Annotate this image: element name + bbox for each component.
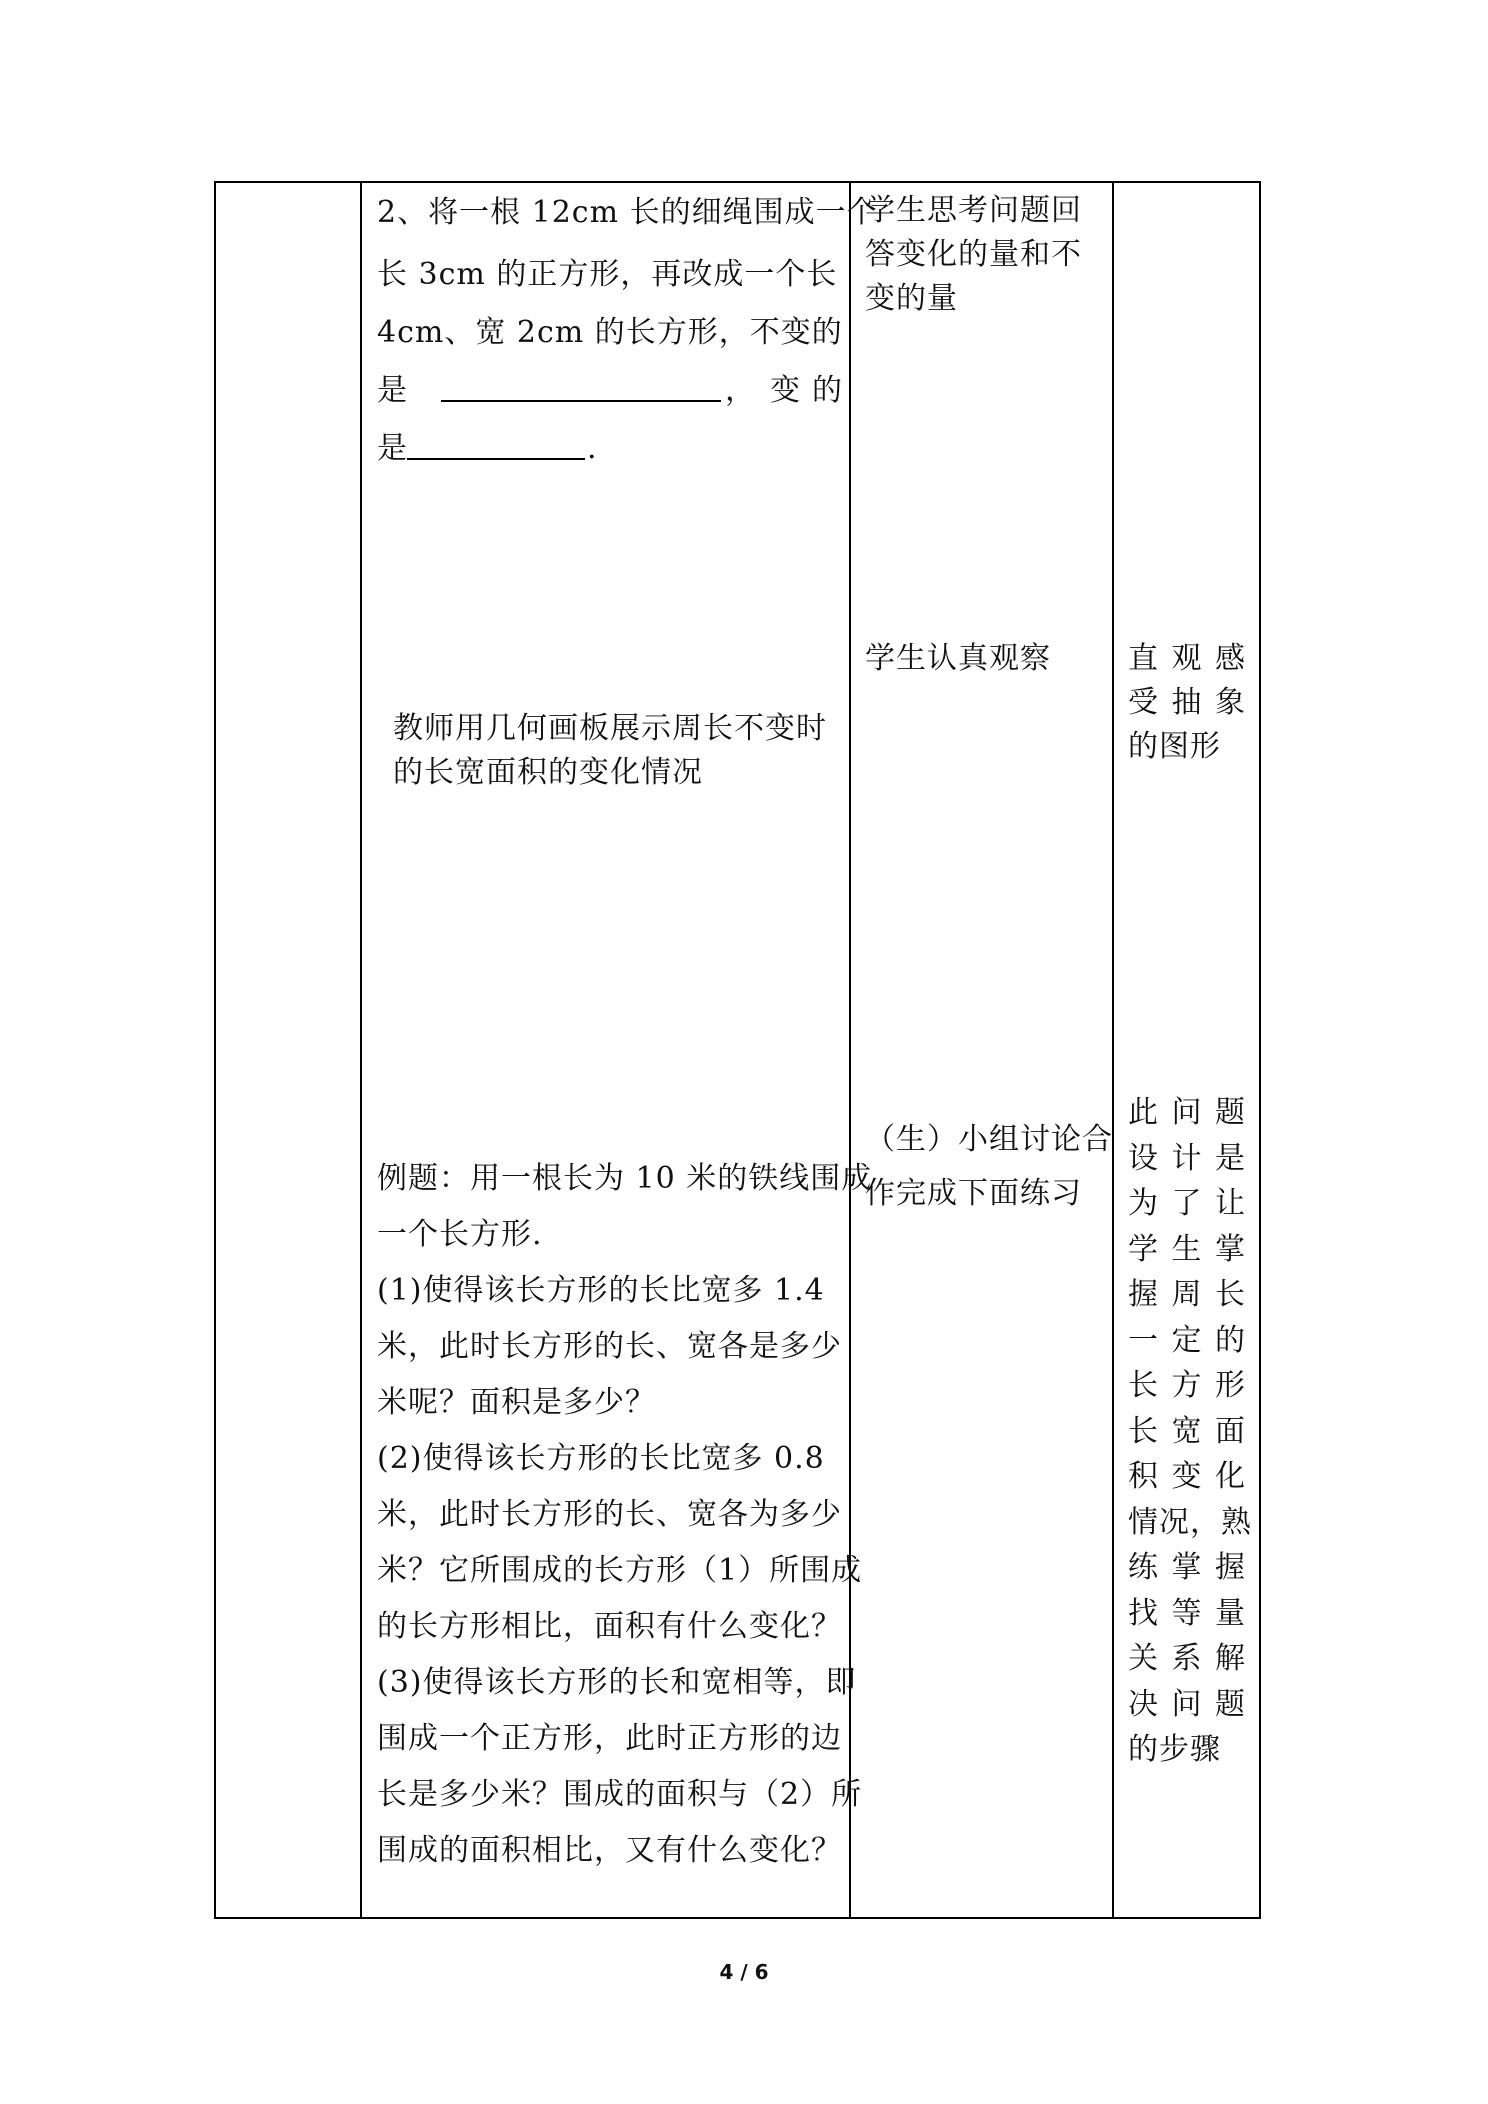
lesson-table [214, 181, 1261, 1919]
intent-char: 了 [1171, 1186, 1203, 1221]
intent-char: 问 [1171, 1095, 1203, 1130]
design-intent-line [1128, 1318, 1246, 1363]
fill-blank-unchanged [441, 368, 721, 402]
exercise-2-line: 2、将一根 12cm 长的细绳围成一个 [377, 195, 878, 230]
example-line: 一个长方形. [377, 1217, 543, 1252]
example-line: 的长方形相比，面积有什么变化？ [377, 1609, 842, 1644]
intent-char: 抽 [1171, 685, 1203, 720]
intent-char: 直 [1128, 641, 1159, 676]
example-line: 米，此时长方形的长、宽各是多少 [377, 1329, 842, 1364]
intent-char: 关 [1128, 1641, 1159, 1676]
intent-char: 问 [1171, 1686, 1203, 1722]
intent-char: 决 [1128, 1686, 1159, 1722]
example-line: 例题：用一根长为 10 米的铁线围成 [377, 1161, 873, 1196]
fill-blank-changed [407, 426, 585, 460]
intent-char: 生 [1171, 1231, 1203, 1267]
intent-char: 等 [1171, 1595, 1203, 1631]
page-number: 4 / 6 [719, 1960, 769, 1984]
intent-char: 握 [1128, 1277, 1159, 1312]
exercise-2-line: 是 [377, 431, 408, 466]
intent-char: 的 [1215, 1322, 1246, 1358]
example-line: 长是多少米？围成的面积与（2）所 [377, 1777, 863, 1812]
intent-char: 观 [1171, 641, 1203, 676]
table-column-divider [849, 181, 851, 1919]
design-intent-line [1128, 1409, 1246, 1454]
intent-char: 长 [1128, 1368, 1159, 1403]
example-line: (3)使得该长方形的长和宽相等，即 [377, 1665, 857, 1700]
intent-char: 方 [1171, 1368, 1203, 1403]
intent-char: 长 [1215, 1277, 1246, 1312]
design-intent-line: 的图形 [1128, 729, 1221, 764]
intent-char: 解 [1215, 1641, 1246, 1676]
intent-char: 是 [1215, 1140, 1246, 1176]
design-intent-line [1128, 1682, 1246, 1727]
intent-char: 变 [1171, 1459, 1203, 1494]
teacher-demo-text: 的长宽面积的变化情况 [393, 755, 703, 790]
intent-char: 象 [1215, 685, 1246, 720]
design-intent-line [1128, 1500, 1252, 1545]
design-intent-line [1128, 1181, 1246, 1226]
intent-char: 设 [1128, 1140, 1159, 1176]
design-intent-line [1128, 1591, 1246, 1636]
design-intent-line [1128, 1227, 1246, 1272]
intent-char: 题 [1215, 1686, 1246, 1722]
example-line: 围成一个正方形，此时正方形的边 [377, 1721, 842, 1756]
design-intent-line [1128, 1636, 1246, 1681]
intent-char: 形 [1215, 1368, 1246, 1403]
intent-char: 宽 [1171, 1413, 1203, 1449]
student-activity-text: 作完成下面练习 [865, 1176, 1082, 1211]
intent-char: 周 [1171, 1277, 1203, 1312]
intent-char: 化 [1215, 1459, 1246, 1494]
design-intent-line [1128, 1454, 1246, 1499]
intent-char: 掌 [1171, 1550, 1203, 1585]
intent-char: 受 [1128, 685, 1159, 720]
intent-char: 计 [1171, 1140, 1203, 1176]
design-intent-line [1128, 1272, 1246, 1317]
student-activity-text: 答变化的量和不 [865, 237, 1082, 272]
intent-char: 为 [1128, 1186, 1159, 1221]
student-activity-text: 学生认真观察 [865, 641, 1051, 676]
design-intent-line [1128, 1545, 1246, 1590]
design-intent-line [1128, 1363, 1246, 1408]
intent-char: 感 [1215, 641, 1246, 676]
table-column-divider [360, 181, 362, 1919]
intent-char: 情况， [1128, 1504, 1221, 1540]
exercise-2-line: . [587, 431, 598, 466]
intent-char: 系 [1171, 1641, 1203, 1676]
student-activity-text: 学生思考问题回 [865, 193, 1082, 228]
intent-char: 定 [1171, 1322, 1203, 1358]
exercise-2-line: 是 [377, 373, 408, 408]
table-column-divider [1112, 181, 1114, 1919]
example-line: 围成的面积相比，又有什么变化？ [377, 1833, 842, 1868]
intent-char: 长 [1128, 1413, 1159, 1449]
teacher-demo-text: 教师用几何画板展示周长不变时 [393, 711, 827, 746]
intent-char: 量 [1215, 1595, 1246, 1631]
exercise-2-line: 4cm、宽 2cm 的长方形，不变的 [377, 315, 843, 350]
design-intent-line [1128, 1090, 1246, 1135]
student-activity-text: （生）小组讨论合 [865, 1122, 1113, 1157]
intent-char: 找 [1128, 1595, 1159, 1631]
design-intent-line [1128, 1136, 1246, 1181]
example-line: 米，此时长方形的长、宽各为多少 [377, 1497, 842, 1532]
design-intent-line: 的步骤 [1128, 1732, 1221, 1767]
design-intent-line [1128, 680, 1246, 725]
intent-char: 积 [1128, 1459, 1159, 1494]
intent-char: 一 [1128, 1322, 1159, 1358]
exercise-2-line: 长 3cm 的正方形，再改成一个长 [377, 257, 838, 292]
example-line: (2)使得该长方形的长比宽多 0.8 [377, 1441, 825, 1476]
intent-char: 熟 [1221, 1504, 1252, 1540]
intent-char: 握 [1215, 1550, 1246, 1585]
example-line: 米？它所围成的长方形（1）所围成 [377, 1553, 863, 1588]
example-line: 米呢？面积是多少？ [377, 1385, 656, 1420]
exercise-2-line: ， [725, 373, 756, 408]
exercise-2-line: 变的 [770, 373, 854, 408]
example-line: (1)使得该长方形的长比宽多 1.4 [377, 1273, 825, 1308]
intent-char: 掌 [1215, 1231, 1246, 1267]
intent-char: 面 [1215, 1413, 1246, 1449]
student-activity-text: 变的量 [865, 281, 958, 316]
intent-char: 题 [1215, 1095, 1246, 1130]
design-intent-line [1128, 636, 1246, 681]
intent-char: 此 [1128, 1095, 1159, 1130]
intent-char: 让 [1215, 1186, 1246, 1221]
intent-char: 练 [1128, 1550, 1159, 1585]
intent-char: 学 [1128, 1231, 1159, 1267]
